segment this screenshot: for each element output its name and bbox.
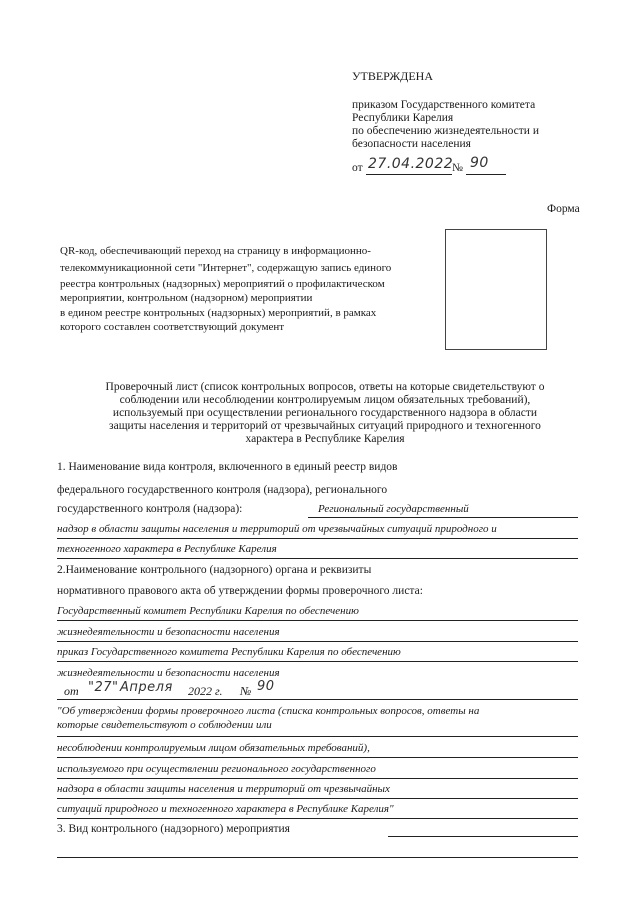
qr-code-box [445,229,547,350]
section1-line: государственного контроля (надзора): [57,503,243,515]
approval-number-label: № [452,162,463,174]
section2-line: 2.Наименование контрольного (надзорного) органа и реквизиты [57,564,372,576]
section2-line: нормативного правового акта об утверждении формы проверочного листа: [57,585,423,597]
order-number: 90 [257,679,275,694]
checklist-title-line: защиты населения и территорий от чрезвычайных ситуаций природного и техногенного [109,420,541,432]
qr-text-line: QR-код, обеспечивающий переход на страницу в информационно- [60,245,371,257]
section1-answer: техногенного характера в Республике Карелия [57,543,277,555]
section1-answer: Региональный государственный [318,503,469,515]
answer-underline [388,836,578,837]
answer-underline [57,558,578,559]
answer-underline [57,778,578,779]
section2-answer: приказ Государственного комитета Республики Карелия по обеспечению [57,646,401,658]
qr-text-line: в едином реестре контрольных (надзорных) мероприятий, в рамках [60,307,377,319]
approval-date: 27.04.2022 [368,156,454,172]
approval-heading: УТВЕРЖДЕНА [352,69,434,83]
order-title-line: используемого при осуществлении регионального государственного [57,763,376,775]
section3-label: 3. Вид контрольного (надзорного) мероприятия [57,823,290,835]
order-from-label: от [64,684,79,698]
date-underline [366,174,452,175]
order-year: 2022 г. [188,684,223,698]
order-month: Апреля [120,680,173,695]
approval-line: безопасности населения [352,138,471,150]
section2-answer: жизнедеятельности и безопасности населения [57,667,280,679]
approval-line: приказом Государственного комитета [352,99,536,111]
order-title-line: "Об утверждении формы проверочного листа (списка контрольных вопросов, ответы на [57,705,480,717]
answer-underline [57,641,578,642]
section2-answer: жизнедеятельности и безопасности населения [57,626,280,638]
section2-answer: Государственный комитет Республики Карелия по обеспечению [57,605,359,617]
order-day: "27" [88,680,119,695]
answer-underline [57,620,578,621]
approval-line: Республики Карелия [352,112,454,124]
order-title-line: которые свидетельствуют о соблюдении или [57,719,272,731]
qr-text-line: телекоммуникационной сети "Интернет", содержащую запись единого [60,262,392,274]
checklist-title-line: Проверочный лист (список контрольных вопросов, ответы на которые свидетельствуют о [105,381,545,393]
approval-number: 90 [470,155,489,171]
answer-underline [57,757,578,758]
checklist-title-line: используемый при осуществлении регионального государственного надзора в области [112,407,538,419]
number-underline [466,174,506,175]
answer-underline [57,798,578,799]
checklist-title-line: соблюдении или несоблюдении контролируемым лицом обязательных требований), [119,394,531,406]
order-title-line: ситуаций природного и техногенного характера в Республике Карелия" [57,803,394,815]
section1-line: федерального государственного контроля (надзора), регионального [57,484,388,496]
answer-underline [57,538,578,539]
answer-underline [308,517,578,518]
qr-text-line: реестра контрольных (надзорных) мероприятий о профилактическом [60,278,385,290]
answer-underline [57,661,578,662]
answer-underline [57,699,578,700]
checklist-title-line: характера в Республике Карелия [245,433,405,445]
qr-text-line: мероприятии, контрольном (надзорном) мероприятии [60,292,313,304]
qr-text-line: которого составлен соответствующий документ [60,321,285,333]
answer-underline [57,818,578,819]
section1-answer: надзор в области защиты населения и территорий от чрезвычайных ситуаций природного и [57,523,497,535]
order-title-line: надзора в области защиты населения и территорий от чрезвычайных [57,783,390,795]
form-label: Форма [547,203,580,215]
approval-from-label: от [352,162,363,174]
section1-line: 1. Наименование вида контроля, включенного в единый реестр видов [57,461,398,473]
answer-underline [57,736,578,737]
approval-line: по обеспечению жизнедеятельности и [352,125,539,137]
order-title-line: несоблюдении контролируемым лицом обязательных требований), [57,742,370,754]
answer-underline [57,857,578,858]
order-number-label: № [240,684,252,698]
